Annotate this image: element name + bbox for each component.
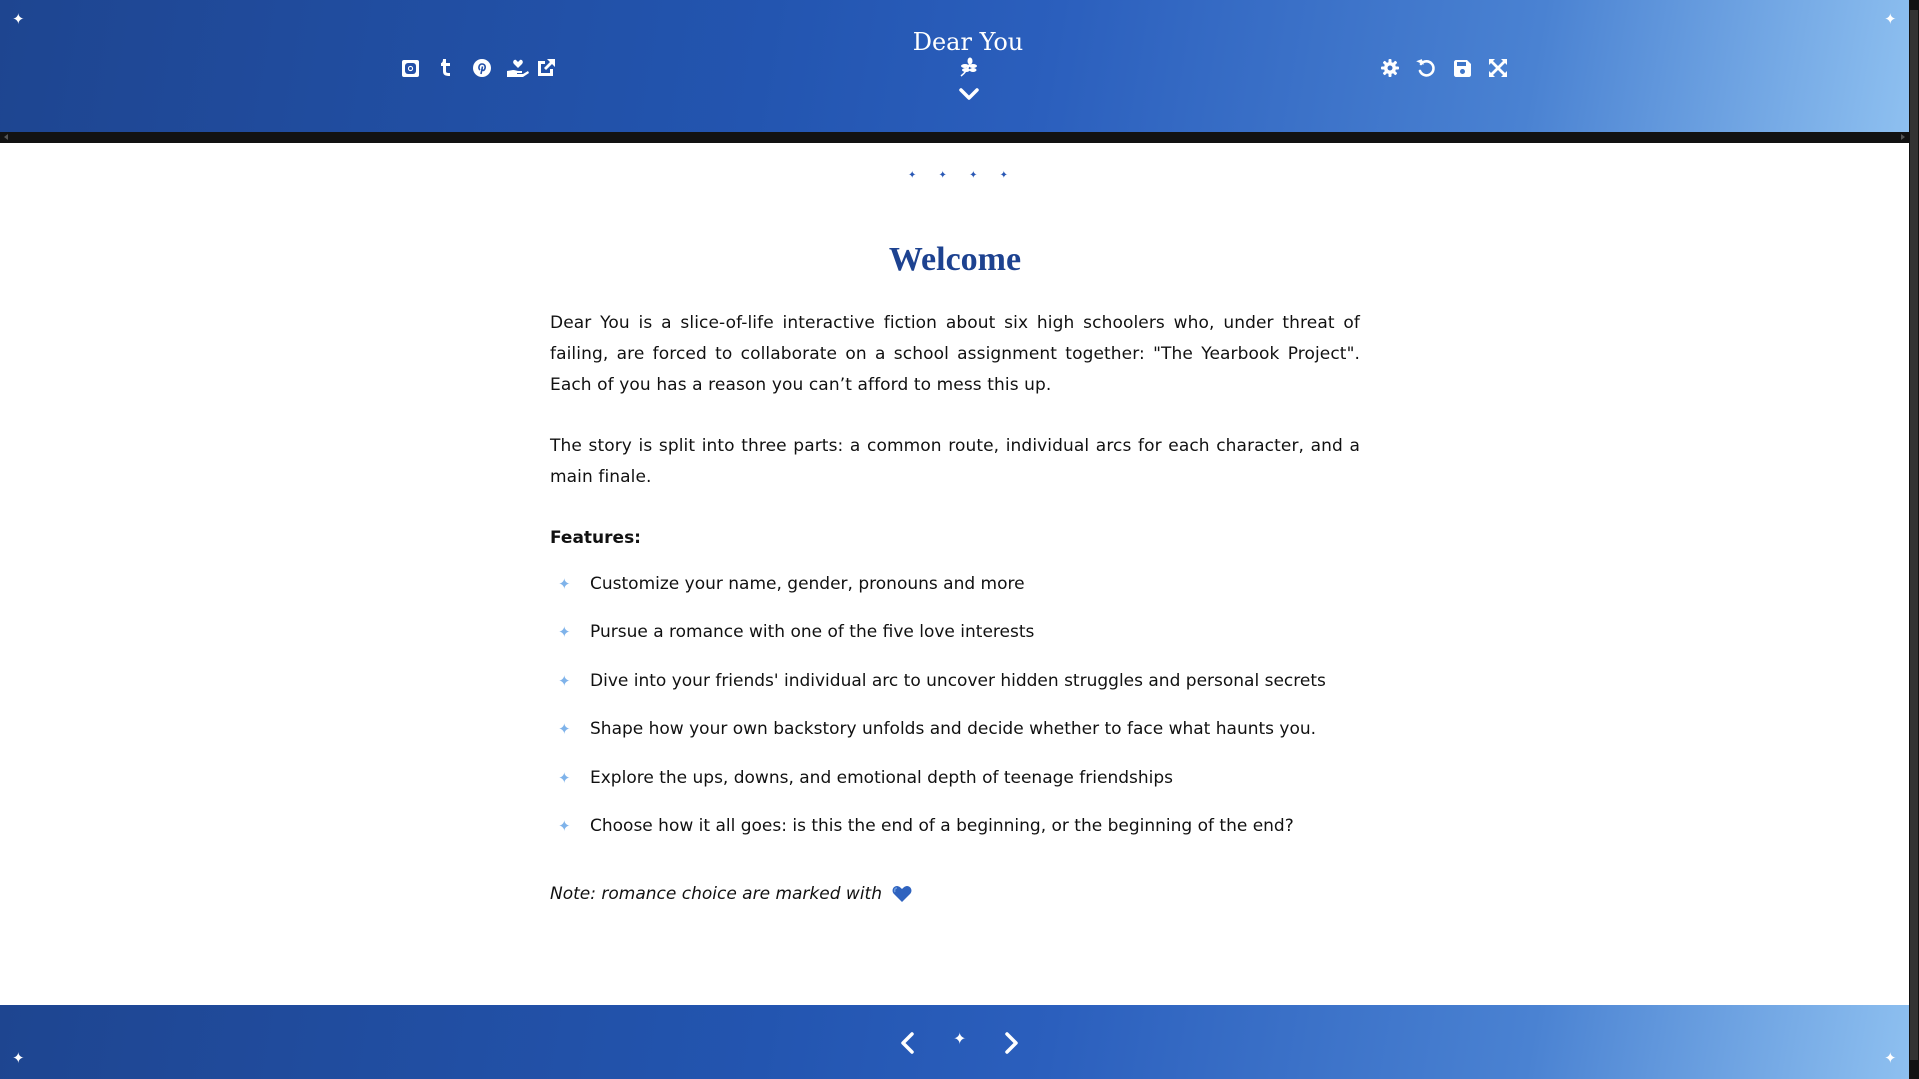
- horizontal-scrollbar[interactable]: [0, 132, 1909, 143]
- leaf-sprig-icon: [957, 57, 979, 77]
- sparkle-icon: ✦: [1884, 1049, 1897, 1067]
- footer-bar: [0, 1005, 1909, 1079]
- features-label: Features:: [550, 528, 641, 548]
- scroll-left-arrow-icon[interactable]: [4, 134, 8, 140]
- list-item: [550, 572, 1360, 596]
- blue-heart-icon: [892, 885, 912, 903]
- tumblr-icon[interactable]: [434, 56, 458, 80]
- scroll-right-arrow-icon[interactable]: [1901, 134, 1905, 140]
- pinterest-icon[interactable]: [470, 56, 494, 80]
- feature-text: Customize your name, gender, pronouns and more: [590, 574, 1025, 594]
- game-title: Dear You: [912, 28, 1024, 56]
- intro-paragraph: Dear You is a slice-of-life interactive fiction about six high schoolers who, under threat of failing, are forced to collaborate on a school assignment together: "The Yearbook Project". Each of you has a reason you can’t afford to mess this up.: [550, 313, 1360, 395]
- feature-text: Pursue a romance with one of the five love interests: [590, 622, 1035, 643]
- feature-text: Dive into your friends' individual arc to uncover hidden struggles and personal secrets: [590, 670, 1326, 691]
- sparkle-bullet-icon: ✦: [558, 720, 571, 739]
- instagram-icon[interactable]: [398, 56, 422, 80]
- restart-icon[interactable]: [1414, 56, 1438, 80]
- social-links: [398, 56, 570, 80]
- header-bar: [0, 0, 1909, 132]
- sparkle-icon: ✦: [953, 1029, 967, 1048]
- list-item: [550, 669, 1360, 693]
- feature-text: Shape how your own backstory unfolds and decide whether to face what haunts you.: [590, 719, 1317, 740]
- sparkle-icon: ✦: [12, 1049, 25, 1067]
- structure-paragraph: The story is split into three parts: a common route, individual arcs for each character, and a main finale.: [550, 436, 1360, 487]
- settings-gear-icon[interactable]: [1378, 56, 1402, 80]
- back-arrow-button[interactable]: [896, 1031, 920, 1055]
- sparkle-bullet-icon: ✦: [558, 768, 571, 787]
- features-list: [550, 572, 1360, 838]
- sparkle-icon: ✦: [1884, 10, 1897, 28]
- feature-text: Choose how it all goes: is this the end of a beginning, or the beginning of the end?: [590, 815, 1294, 836]
- decorative-divider: [908, 170, 1008, 181]
- scrollbar-thumb[interactable]: [1910, 10, 1918, 1060]
- sparkle-bullet-icon: ✦: [558, 671, 571, 690]
- list-item: [550, 717, 1360, 741]
- page-title: Welcome: [888, 241, 1022, 278]
- forward-arrow-button[interactable]: [999, 1031, 1023, 1055]
- list-item: [550, 814, 1360, 838]
- fullscreen-icon[interactable]: [1486, 56, 1510, 80]
- passage-content: [550, 240, 1360, 906]
- vertical-scrollbar[interactable]: [1909, 0, 1919, 1079]
- sparkle-icon: ✦: [999, 170, 1008, 181]
- game-controls: [1378, 56, 1522, 80]
- note-text: Note: romance choice are marked with: [550, 883, 882, 904]
- sparkle-icon: ✦: [908, 170, 917, 181]
- sparkle-bullet-icon: ✦: [558, 575, 571, 593]
- sparkle-icon: ✦: [969, 170, 978, 181]
- romance-note: [550, 882, 1360, 906]
- list-item: [550, 766, 1360, 790]
- sparkle-bullet-icon: ✦: [558, 623, 571, 642]
- save-icon[interactable]: [1450, 56, 1474, 80]
- feature-text: Explore the ups, downs, and emotional depth of teenage friendships: [590, 767, 1174, 788]
- sparkle-icon: ✦: [12, 10, 25, 28]
- external-link-icon[interactable]: [534, 56, 558, 80]
- chevron-down-icon[interactable]: [958, 86, 980, 102]
- sparkle-bullet-icon: ✦: [558, 816, 571, 835]
- sparkle-icon: ✦: [938, 170, 947, 181]
- donate-hand-heart-icon[interactable]: [506, 56, 530, 80]
- list-item: [550, 620, 1360, 644]
